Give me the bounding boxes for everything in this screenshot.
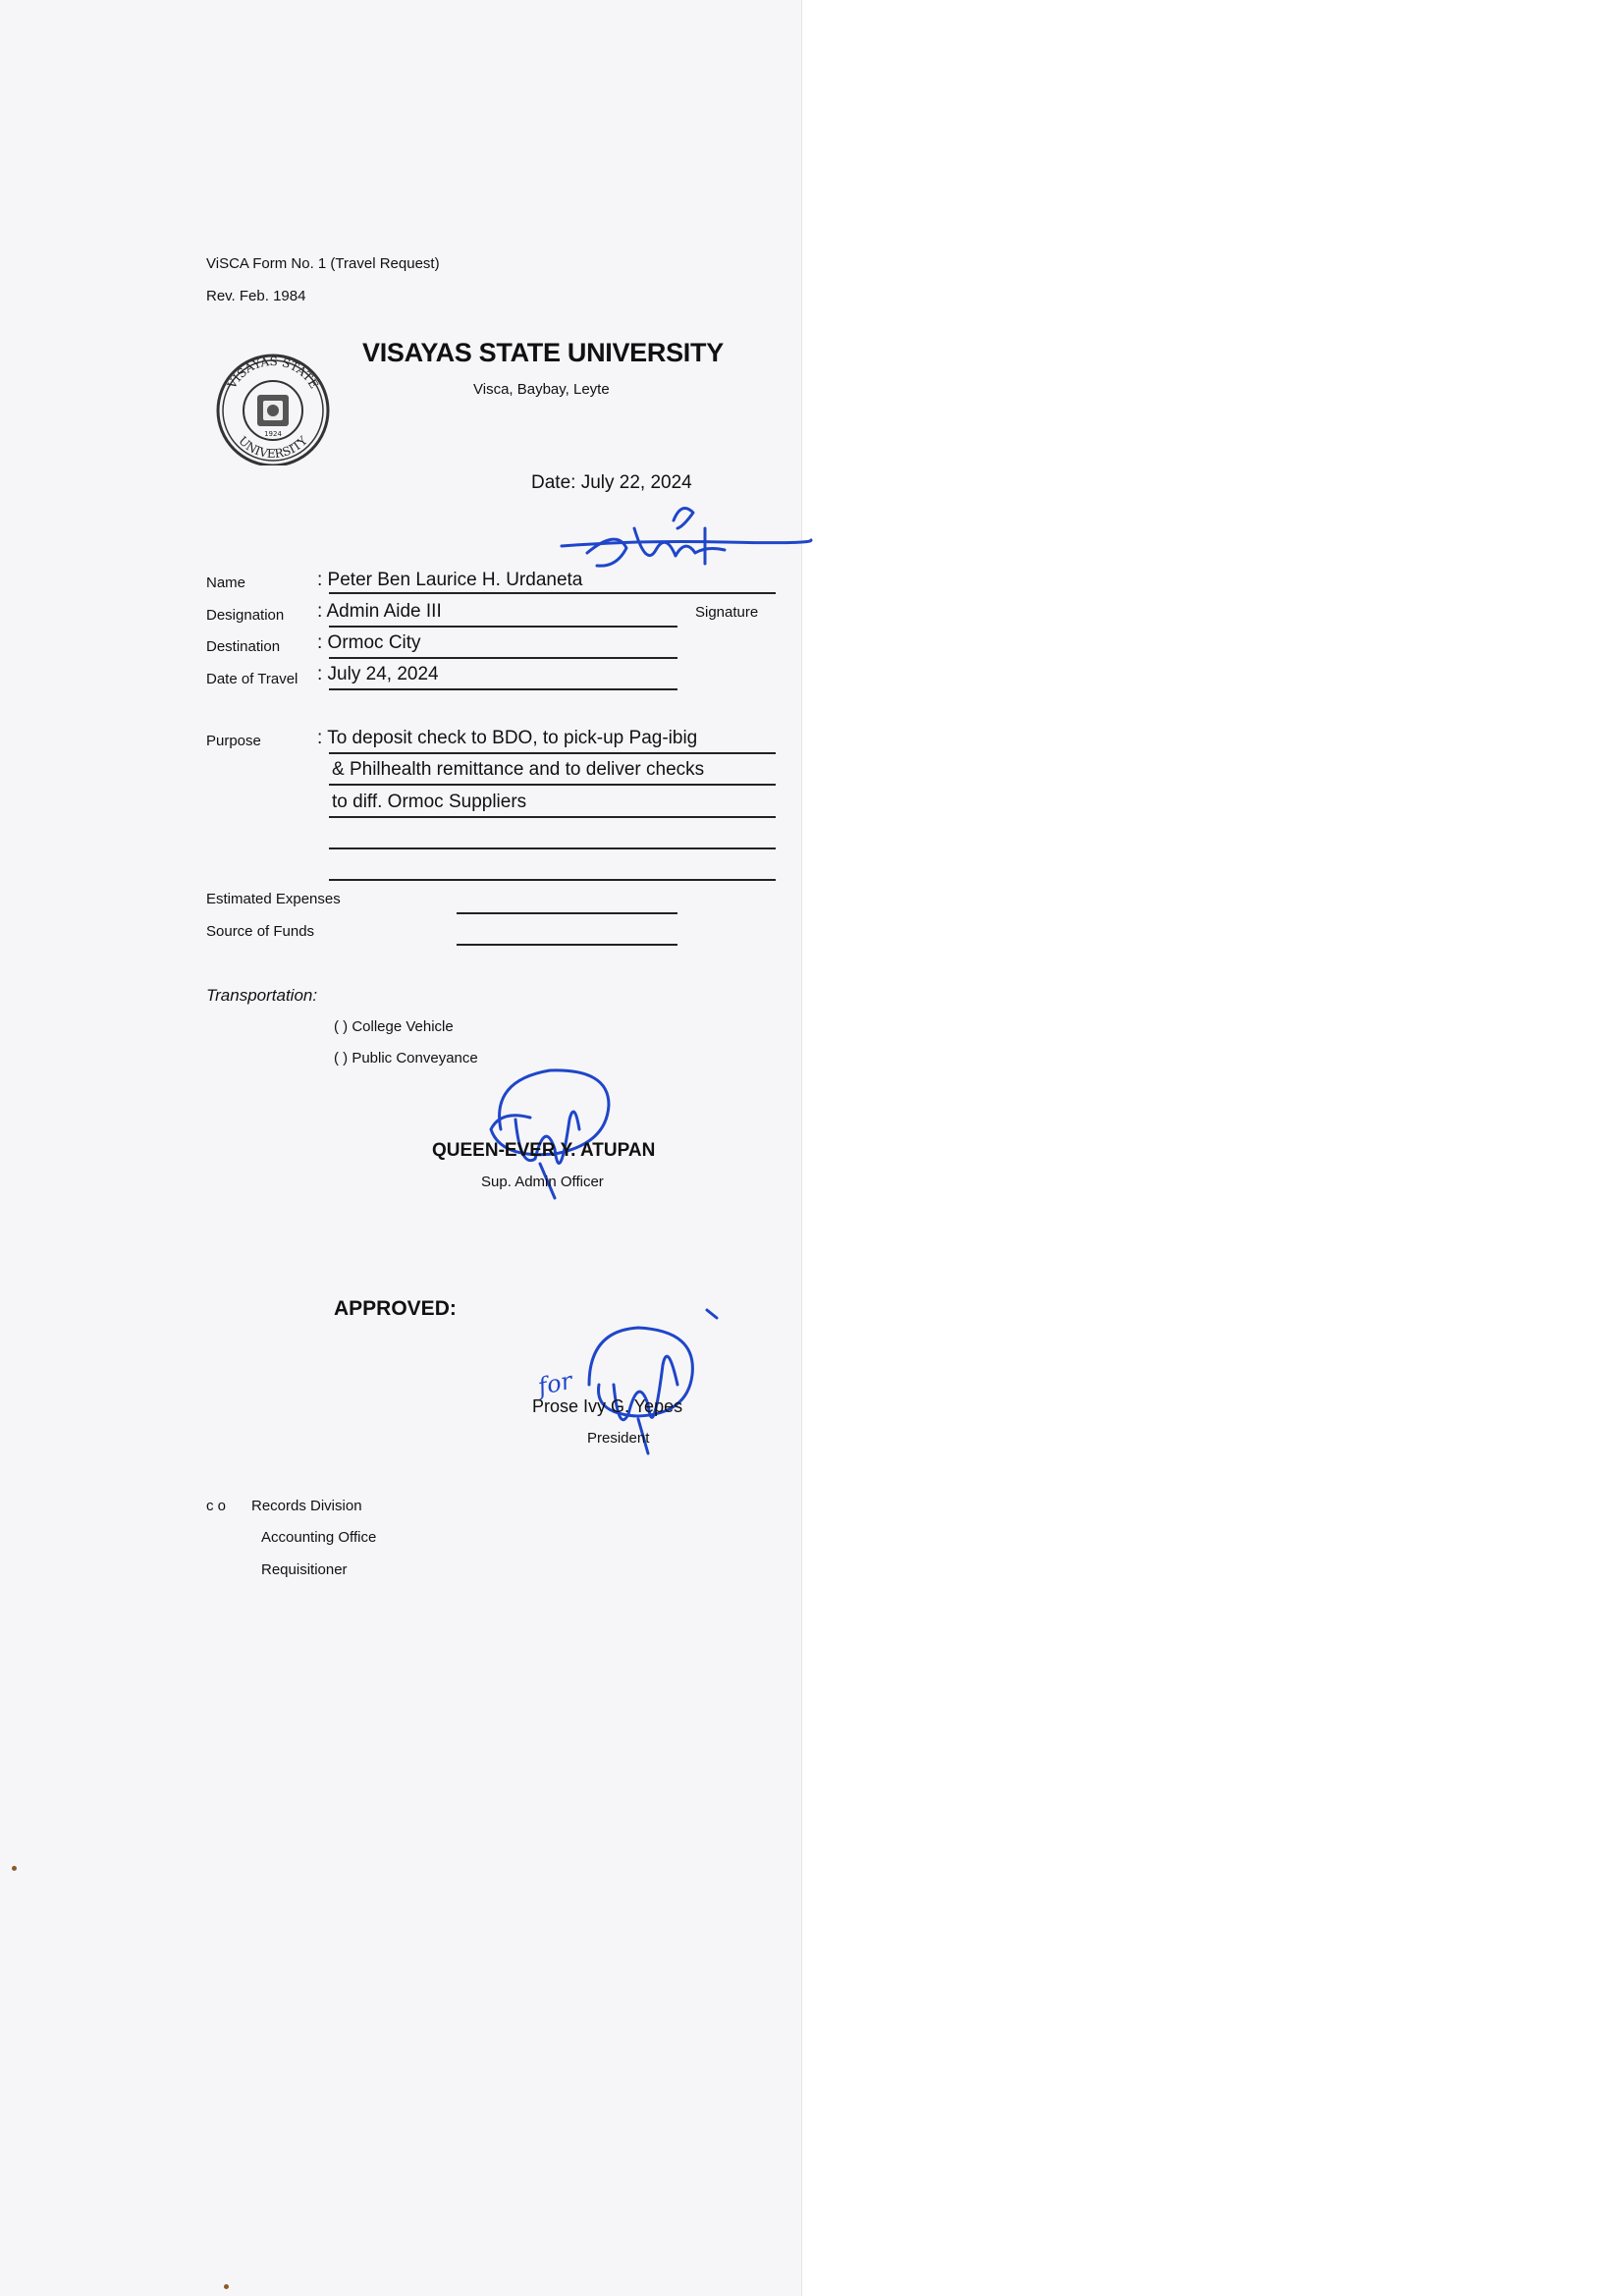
estimated-expenses-underline — [457, 912, 677, 914]
option-college-vehicle: ( ) College Vehicle — [334, 1018, 454, 1035]
university-address: Visca, Baybay, Leyte — [473, 381, 610, 398]
cc-records-division: Records Division — [251, 1498, 362, 1514]
approver-title: President — [587, 1430, 650, 1447]
revision-date: Rev. Feb. 1984 — [206, 288, 306, 304]
purpose-line-3: to diff. Ormoc Suppliers — [332, 792, 527, 812]
university-seal-icon — [208, 350, 338, 465]
scan-speck — [12, 1866, 17, 1871]
approver-name: Prose Ivy G. Yepes — [532, 1396, 683, 1416]
source-of-funds-label: Source of Funds — [206, 923, 315, 940]
designation-value: : Admin Aide III — [317, 601, 442, 622]
transportation-label: Transportation: — [206, 986, 318, 1005]
option-public-conveyance: ( ) Public Conveyance — [334, 1050, 478, 1066]
purpose-line-1: : To deposit check to BDO, to pick-up Pag-ibig — [317, 728, 698, 748]
approved-label: APPROVED: — [334, 1297, 457, 1320]
signature-label: Signature — [695, 604, 759, 621]
purpose-underline-4 — [329, 847, 776, 849]
seal-top-text: VISAYAS STATE — [224, 354, 322, 392]
name-label: Name — [206, 574, 246, 591]
name-value: : Peter Ben Laurice H. Urdaneta — [317, 570, 583, 590]
estimated-expenses-label: Estimated Expenses — [206, 891, 341, 907]
recommending-officer-name: QUEEN-EVER Y. ATUPAN — [432, 1140, 656, 1161]
designation-underline — [329, 626, 677, 628]
purpose-underline-3 — [329, 816, 776, 818]
purpose-label: Purpose — [206, 733, 261, 749]
recommending-officer-title: Sup. Admin Officer — [481, 1174, 604, 1190]
cc-accounting-office: Accounting Office — [261, 1529, 377, 1546]
purpose-underline-1 — [329, 752, 776, 754]
purpose-line-2: & Philhealth remittance and to deliver checks — [332, 759, 705, 780]
approval-handwritten-note: for — [535, 1366, 575, 1401]
name-underline — [329, 592, 776, 594]
destination-label: Destination — [206, 638, 281, 655]
destination-underline — [329, 657, 677, 659]
source-of-funds-underline — [457, 944, 677, 946]
university-name: VISAYAS STATE UNIVERSITY — [362, 338, 724, 367]
requester-signature — [558, 499, 813, 577]
purpose-underline-5 — [329, 879, 776, 881]
purpose-underline-2 — [329, 784, 776, 786]
scan-speck — [224, 2284, 229, 2289]
date-of-travel-underline — [329, 688, 677, 690]
document-page — [0, 0, 802, 2296]
request-date: Date: July 22, 2024 — [531, 472, 692, 493]
date-of-travel-label: Date of Travel — [206, 671, 298, 687]
cc-requisitioner: Requisitioner — [261, 1561, 348, 1578]
date-of-travel-value: : July 24, 2024 — [317, 664, 439, 684]
seal-bottom-text: UNIVERSITY — [236, 433, 310, 462]
designation-label: Designation — [206, 607, 285, 624]
cc-label: c o — [206, 1498, 227, 1514]
form-number: ViSCA Form No. 1 (Travel Request) — [206, 255, 440, 272]
svg-text:1924: 1924 — [264, 430, 282, 438]
destination-value: : Ormoc City — [317, 632, 421, 653]
